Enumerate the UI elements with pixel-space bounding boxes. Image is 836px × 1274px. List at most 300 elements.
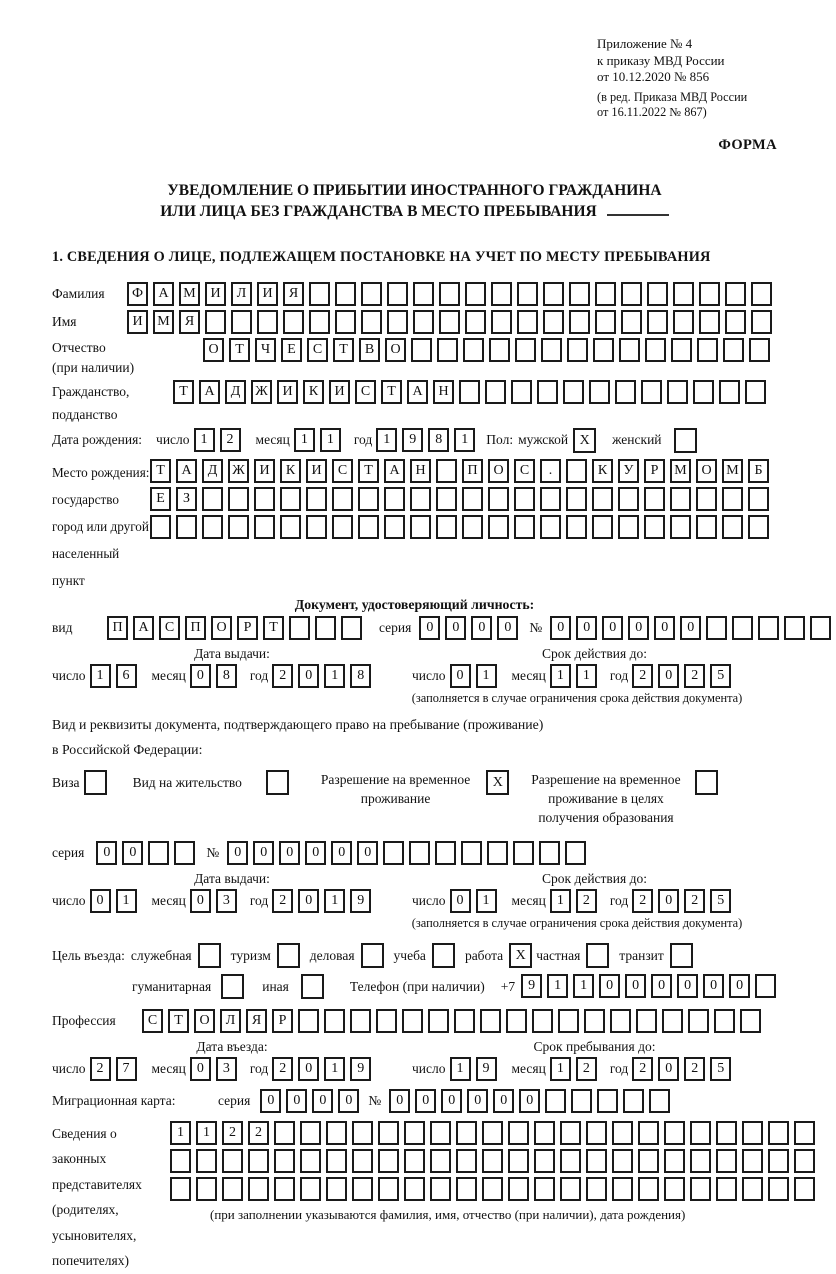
char-box[interactable] (411, 338, 432, 362)
char-box[interactable] (742, 1149, 763, 1173)
char-box[interactable] (465, 282, 486, 306)
purpose-humanitarian-checkbox[interactable] (221, 974, 244, 999)
char-box[interactable]: 1 (324, 1057, 345, 1081)
char-box[interactable] (306, 487, 327, 511)
char-box[interactable]: М (670, 459, 691, 483)
char-box[interactable] (540, 515, 561, 539)
char-box[interactable]: 9 (350, 1057, 371, 1081)
char-box[interactable]: Д (202, 459, 223, 483)
char-box[interactable] (352, 1149, 373, 1173)
char-box[interactable]: 0 (190, 1057, 211, 1081)
char-box[interactable]: 0 (658, 1057, 679, 1081)
char-box[interactable]: 2 (272, 889, 293, 913)
char-box[interactable] (148, 841, 169, 865)
char-box[interactable] (593, 338, 614, 362)
char-box[interactable] (618, 487, 639, 511)
char-box[interactable]: 0 (680, 616, 701, 640)
char-box[interactable]: 0 (338, 1089, 359, 1113)
char-box[interactable]: 2 (248, 1121, 269, 1145)
char-box[interactable]: 0 (305, 841, 326, 865)
char-box[interactable] (439, 310, 460, 334)
char-box[interactable] (428, 1009, 449, 1033)
char-box[interactable] (716, 1121, 737, 1145)
char-box[interactable]: 0 (602, 616, 623, 640)
char-box[interactable] (732, 616, 753, 640)
char-box[interactable] (699, 282, 720, 306)
char-box[interactable] (274, 1149, 295, 1173)
char-box[interactable] (696, 487, 717, 511)
char-box[interactable] (810, 616, 831, 640)
char-box[interactable]: 2 (220, 428, 241, 452)
char-box[interactable] (586, 1149, 607, 1173)
char-box[interactable]: И (205, 282, 226, 306)
char-box[interactable] (376, 1009, 397, 1033)
char-box[interactable]: 0 (625, 974, 646, 998)
char-box[interactable] (567, 338, 588, 362)
char-box[interactable] (231, 310, 252, 334)
char-box[interactable] (358, 515, 379, 539)
char-box[interactable]: 0 (729, 974, 750, 998)
char-box[interactable]: 1 (324, 889, 345, 913)
char-box[interactable]: 0 (651, 974, 672, 998)
char-box[interactable]: 1 (376, 428, 397, 452)
char-box[interactable] (459, 380, 480, 404)
char-box[interactable]: 0 (298, 889, 319, 913)
char-box[interactable]: 5 (710, 664, 731, 688)
temp-residence-edu-checkbox[interactable] (695, 770, 718, 795)
char-box[interactable]: 9 (476, 1057, 497, 1081)
char-box[interactable] (690, 1177, 711, 1201)
char-box[interactable]: 2 (632, 1057, 653, 1081)
char-box[interactable]: О (488, 459, 509, 483)
char-box[interactable]: 0 (331, 841, 352, 865)
char-box[interactable] (488, 515, 509, 539)
char-box[interactable]: Л (231, 282, 252, 306)
char-box[interactable] (324, 1009, 345, 1033)
char-box[interactable]: 2 (632, 664, 653, 688)
char-box[interactable] (664, 1177, 685, 1201)
char-box[interactable] (740, 1009, 761, 1033)
char-box[interactable]: 1 (476, 664, 497, 688)
char-box[interactable] (248, 1177, 269, 1201)
char-box[interactable] (662, 1009, 683, 1033)
char-box[interactable] (280, 515, 301, 539)
char-box[interactable]: Т (229, 338, 250, 362)
char-box[interactable] (463, 338, 484, 362)
char-box[interactable] (563, 380, 584, 404)
char-box[interactable] (794, 1149, 815, 1173)
char-box[interactable]: 0 (550, 616, 571, 640)
char-box[interactable] (489, 338, 510, 362)
char-box[interactable] (673, 310, 694, 334)
char-box[interactable] (332, 487, 353, 511)
char-box[interactable] (768, 1121, 789, 1145)
char-box[interactable] (404, 1149, 425, 1173)
char-box[interactable] (794, 1177, 815, 1201)
char-box[interactable]: Т (333, 338, 354, 362)
char-box[interactable] (461, 841, 482, 865)
char-box[interactable]: 9 (350, 889, 371, 913)
char-box[interactable] (540, 487, 561, 511)
char-box[interactable]: Я (283, 282, 304, 306)
char-box[interactable] (647, 282, 668, 306)
char-box[interactable] (532, 1009, 553, 1033)
char-box[interactable] (335, 282, 356, 306)
char-box[interactable] (485, 380, 506, 404)
char-box[interactable] (543, 310, 564, 334)
sex-female-checkbox[interactable] (674, 428, 697, 453)
char-box[interactable]: А (199, 380, 220, 404)
char-box[interactable]: Я (179, 310, 200, 334)
char-box[interactable] (723, 338, 744, 362)
char-box[interactable]: 0 (357, 841, 378, 865)
char-box[interactable] (784, 616, 805, 640)
char-box[interactable]: 0 (415, 1089, 436, 1113)
char-box[interactable]: С (332, 459, 353, 483)
char-box[interactable] (560, 1121, 581, 1145)
char-box[interactable]: О (203, 338, 224, 362)
char-box[interactable]: 2 (272, 664, 293, 688)
char-box[interactable] (537, 380, 558, 404)
char-box[interactable] (670, 487, 691, 511)
char-box[interactable]: Т (263, 616, 284, 640)
char-box[interactable]: 8 (428, 428, 449, 452)
purpose-private-checkbox[interactable] (586, 943, 609, 968)
char-box[interactable]: М (153, 310, 174, 334)
char-box[interactable]: Л (220, 1009, 241, 1033)
char-box[interactable] (688, 1009, 709, 1033)
char-box[interactable] (768, 1177, 789, 1201)
char-box[interactable]: 2 (684, 889, 705, 913)
char-box[interactable] (751, 282, 772, 306)
char-box[interactable] (513, 841, 534, 865)
char-box[interactable] (454, 1009, 475, 1033)
char-box[interactable] (254, 515, 275, 539)
char-box[interactable]: Т (381, 380, 402, 404)
char-box[interactable]: О (385, 338, 406, 362)
char-box[interactable] (671, 338, 692, 362)
char-box[interactable] (615, 380, 636, 404)
char-box[interactable] (545, 1089, 566, 1113)
char-box[interactable] (387, 282, 408, 306)
char-box[interactable]: Ч (255, 338, 276, 362)
residence-permit-checkbox[interactable] (266, 770, 289, 795)
char-box[interactable]: Ж (251, 380, 272, 404)
char-box[interactable] (592, 487, 613, 511)
char-box[interactable] (436, 459, 457, 483)
char-box[interactable]: 0 (190, 889, 211, 913)
char-box[interactable]: 5 (710, 1057, 731, 1081)
char-box[interactable] (410, 487, 431, 511)
char-box[interactable] (326, 1121, 347, 1145)
char-box[interactable] (384, 487, 405, 511)
char-box[interactable] (436, 487, 457, 511)
char-box[interactable] (361, 282, 382, 306)
char-box[interactable]: П (107, 616, 128, 640)
char-box[interactable]: К (592, 459, 613, 483)
char-box[interactable]: Т (150, 459, 171, 483)
char-box[interactable]: 0 (298, 664, 319, 688)
char-box[interactable] (560, 1149, 581, 1173)
char-box[interactable]: Б (748, 459, 769, 483)
char-box[interactable] (534, 1149, 555, 1173)
char-box[interactable]: 1 (194, 428, 215, 452)
char-box[interactable]: 8 (350, 664, 371, 688)
char-box[interactable] (387, 310, 408, 334)
char-box[interactable] (621, 282, 642, 306)
char-box[interactable] (645, 338, 666, 362)
char-box[interactable] (300, 1121, 321, 1145)
char-box[interactable] (722, 487, 743, 511)
char-box[interactable]: С (514, 459, 535, 483)
char-box[interactable] (413, 310, 434, 334)
char-box[interactable]: 1 (454, 428, 475, 452)
char-box[interactable] (352, 1177, 373, 1201)
char-box[interactable] (699, 310, 720, 334)
char-box[interactable] (569, 282, 590, 306)
char-box[interactable] (202, 515, 223, 539)
char-box[interactable]: 1 (196, 1121, 217, 1145)
char-box[interactable]: М (179, 282, 200, 306)
char-box[interactable] (430, 1149, 451, 1173)
char-box[interactable]: 0 (658, 889, 679, 913)
char-box[interactable]: П (185, 616, 206, 640)
char-box[interactable] (289, 616, 310, 640)
char-box[interactable] (430, 1177, 451, 1201)
title-blank-underline[interactable] (607, 202, 669, 216)
char-box[interactable] (597, 1089, 618, 1113)
char-box[interactable] (315, 616, 336, 640)
char-box[interactable] (300, 1149, 321, 1173)
char-box[interactable] (664, 1149, 685, 1173)
char-box[interactable] (768, 1149, 789, 1173)
char-box[interactable] (794, 1121, 815, 1145)
char-box[interactable] (456, 1149, 477, 1173)
char-box[interactable]: 5 (710, 889, 731, 913)
char-box[interactable] (595, 282, 616, 306)
char-box[interactable] (508, 1121, 529, 1145)
char-box[interactable] (202, 487, 223, 511)
char-box[interactable]: 0 (122, 841, 143, 865)
char-box[interactable] (515, 338, 536, 362)
char-box[interactable] (745, 380, 766, 404)
char-box[interactable] (566, 487, 587, 511)
char-box[interactable]: 0 (90, 889, 111, 913)
char-box[interactable] (748, 515, 769, 539)
purpose-official-checkbox[interactable] (198, 943, 221, 968)
char-box[interactable] (436, 515, 457, 539)
char-box[interactable]: С (307, 338, 328, 362)
char-box[interactable] (649, 1089, 670, 1113)
char-box[interactable]: 0 (677, 974, 698, 998)
char-box[interactable] (534, 1177, 555, 1201)
char-box[interactable] (716, 1177, 737, 1201)
char-box[interactable]: Т (358, 459, 379, 483)
char-box[interactable] (667, 380, 688, 404)
char-box[interactable]: 0 (576, 616, 597, 640)
char-box[interactable]: 0 (96, 841, 117, 865)
char-box[interactable]: З (176, 487, 197, 511)
char-box[interactable] (404, 1177, 425, 1201)
char-box[interactable]: 2 (90, 1057, 111, 1081)
char-box[interactable] (714, 1009, 735, 1033)
char-box[interactable] (644, 515, 665, 539)
char-box[interactable] (725, 310, 746, 334)
char-box[interactable] (558, 1009, 579, 1033)
char-box[interactable] (670, 515, 691, 539)
char-box[interactable] (508, 1177, 529, 1201)
char-box[interactable] (541, 338, 562, 362)
temp-residence-checkbox[interactable]: X (486, 770, 509, 795)
char-box[interactable]: 0 (599, 974, 620, 998)
char-box[interactable]: 3 (216, 1057, 237, 1081)
char-box[interactable] (462, 487, 483, 511)
char-box[interactable]: И (329, 380, 350, 404)
char-box[interactable] (612, 1177, 633, 1201)
char-box[interactable] (482, 1149, 503, 1173)
char-box[interactable]: А (133, 616, 154, 640)
char-box[interactable] (283, 310, 304, 334)
char-box[interactable]: 9 (402, 428, 423, 452)
char-box[interactable]: 0 (227, 841, 248, 865)
char-box[interactable] (621, 310, 642, 334)
char-box[interactable]: Е (281, 338, 302, 362)
char-box[interactable]: О (696, 459, 717, 483)
char-box[interactable] (298, 1009, 319, 1033)
char-box[interactable] (196, 1149, 217, 1173)
char-box[interactable]: Д (225, 380, 246, 404)
char-box[interactable]: О (194, 1009, 215, 1033)
char-box[interactable] (706, 616, 727, 640)
char-box[interactable]: И (306, 459, 327, 483)
char-box[interactable]: П (462, 459, 483, 483)
char-box[interactable] (413, 282, 434, 306)
char-box[interactable]: 0 (298, 1057, 319, 1081)
char-box[interactable] (511, 380, 532, 404)
char-box[interactable] (430, 1121, 451, 1145)
char-box[interactable]: Я (246, 1009, 267, 1033)
char-box[interactable] (565, 841, 586, 865)
char-box[interactable] (571, 1089, 592, 1113)
char-box[interactable]: Р (272, 1009, 293, 1033)
char-box[interactable] (228, 487, 249, 511)
char-box[interactable] (350, 1009, 371, 1033)
char-box[interactable] (664, 1121, 685, 1145)
char-box[interactable] (254, 487, 275, 511)
char-box[interactable]: 2 (632, 889, 653, 913)
char-box[interactable] (586, 1177, 607, 1201)
char-box[interactable]: Н (410, 459, 431, 483)
char-box[interactable] (641, 380, 662, 404)
char-box[interactable] (595, 310, 616, 334)
sex-male-checkbox[interactable]: X (573, 428, 596, 453)
char-box[interactable]: 1 (324, 664, 345, 688)
char-box[interactable] (462, 515, 483, 539)
char-box[interactable] (748, 487, 769, 511)
char-box[interactable]: 1 (476, 889, 497, 913)
char-box[interactable] (749, 338, 770, 362)
char-box[interactable]: С (355, 380, 376, 404)
char-box[interactable] (514, 515, 535, 539)
char-box[interactable]: М (722, 459, 743, 483)
char-box[interactable] (326, 1177, 347, 1201)
char-box[interactable] (404, 1121, 425, 1145)
char-box[interactable] (589, 380, 610, 404)
char-box[interactable] (248, 1149, 269, 1173)
char-box[interactable] (560, 1177, 581, 1201)
char-box[interactable]: 0 (703, 974, 724, 998)
char-box[interactable]: В (359, 338, 380, 362)
char-box[interactable]: С (159, 616, 180, 640)
char-box[interactable] (543, 282, 564, 306)
char-box[interactable] (722, 515, 743, 539)
char-box[interactable] (612, 1121, 633, 1145)
char-box[interactable]: Р (237, 616, 258, 640)
char-box[interactable] (174, 841, 195, 865)
char-box[interactable]: 0 (519, 1089, 540, 1113)
purpose-business-checkbox[interactable] (361, 943, 384, 968)
char-box[interactable] (647, 310, 668, 334)
char-box[interactable]: Р (644, 459, 665, 483)
char-box[interactable]: 1 (550, 1057, 571, 1081)
char-box[interactable] (196, 1177, 217, 1201)
purpose-study-checkbox[interactable] (432, 943, 455, 968)
char-box[interactable] (306, 515, 327, 539)
char-box[interactable]: Е (150, 487, 171, 511)
char-box[interactable] (697, 338, 718, 362)
char-box[interactable] (435, 841, 456, 865)
char-box[interactable]: 1 (116, 889, 137, 913)
char-box[interactable]: 1 (573, 974, 594, 998)
char-box[interactable]: А (384, 459, 405, 483)
char-box[interactable] (358, 487, 379, 511)
char-box[interactable]: 9 (521, 974, 542, 998)
char-box[interactable] (487, 841, 508, 865)
char-box[interactable]: 0 (389, 1089, 410, 1113)
char-box[interactable]: 0 (312, 1089, 333, 1113)
char-box[interactable] (228, 515, 249, 539)
char-box[interactable] (383, 841, 404, 865)
char-box[interactable] (482, 1177, 503, 1201)
char-box[interactable] (618, 515, 639, 539)
char-box[interactable]: 2 (272, 1057, 293, 1081)
char-box[interactable]: 0 (253, 841, 274, 865)
char-box[interactable]: 0 (493, 1089, 514, 1113)
char-box[interactable]: 1 (294, 428, 315, 452)
char-box[interactable]: 0 (467, 1089, 488, 1113)
char-box[interactable] (508, 1149, 529, 1173)
char-box[interactable] (619, 338, 640, 362)
char-box[interactable] (742, 1177, 763, 1201)
char-box[interactable]: А (153, 282, 174, 306)
char-box[interactable] (716, 1149, 737, 1173)
char-box[interactable] (696, 515, 717, 539)
char-box[interactable] (586, 1121, 607, 1145)
char-box[interactable] (514, 487, 535, 511)
char-box[interactable] (222, 1149, 243, 1173)
char-box[interactable] (623, 1089, 644, 1113)
char-box[interactable] (539, 841, 560, 865)
char-box[interactable] (584, 1009, 605, 1033)
char-box[interactable] (673, 282, 694, 306)
char-box[interactable] (326, 1149, 347, 1173)
char-box[interactable] (439, 282, 460, 306)
char-box[interactable] (378, 1177, 399, 1201)
char-box[interactable] (402, 1009, 423, 1033)
char-box[interactable]: 0 (279, 841, 300, 865)
char-box[interactable] (517, 282, 538, 306)
char-box[interactable]: Н (433, 380, 454, 404)
